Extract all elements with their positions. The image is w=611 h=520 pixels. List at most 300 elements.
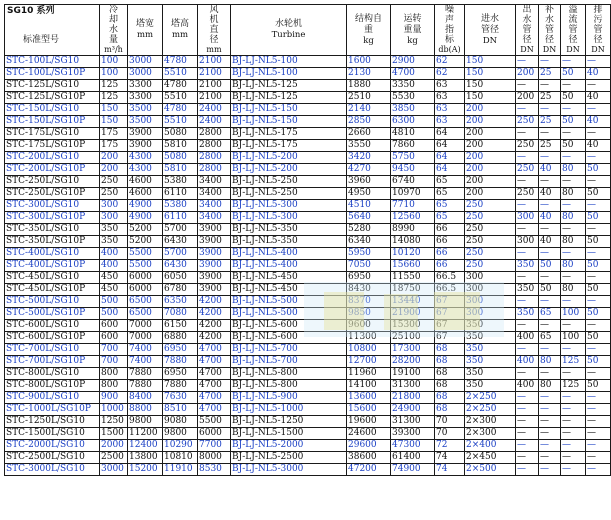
- header-turbine: 水轮机 Turbine: [231, 5, 347, 56]
- overflow-cell: 50: [561, 92, 586, 104]
- operating-weight-cell: 13440: [391, 296, 435, 308]
- model-cell: STC-300L/SG10P: [5, 212, 100, 224]
- makeup-cell: 40: [539, 236, 561, 248]
- dry-weight-cell: 4270: [347, 164, 391, 176]
- model-cell: STC-800L/SG10: [5, 368, 100, 380]
- height-cell: 5700: [163, 224, 198, 236]
- flow-cell: 400: [100, 260, 128, 272]
- drain-cell: 50: [586, 356, 611, 368]
- dry-weight-cell: 5640: [347, 212, 391, 224]
- noise-cell: 67: [435, 296, 465, 308]
- flow-cell: 1500: [100, 428, 128, 440]
- outlet-cell: —: [516, 248, 539, 260]
- width-cell: 3300: [128, 92, 163, 104]
- height-cell: 9080: [163, 416, 198, 428]
- header-fan: 风 机 直 径 mm: [198, 5, 231, 56]
- operating-weight-cell: 10970: [391, 188, 435, 200]
- overflow-cell: 100: [561, 308, 586, 320]
- width-cell: 12400: [128, 440, 163, 452]
- drain-cell: —: [586, 224, 611, 236]
- fan-diameter-cell: 3900: [198, 284, 231, 296]
- model-cell: STC-1250L/SG10: [5, 416, 100, 428]
- makeup-cell: 40: [539, 164, 561, 176]
- operating-weight-cell: 25100: [391, 332, 435, 344]
- makeup-cell: 65: [539, 308, 561, 320]
- makeup-cell: —: [539, 428, 561, 440]
- table-row: [5, 164, 611, 176]
- overflow-cell: 50: [561, 68, 586, 80]
- turbine-cell: BJ-LJ-NL5-450: [231, 284, 347, 296]
- noise-cell: 62: [435, 68, 465, 80]
- outlet-cell: —: [516, 80, 539, 92]
- outlet-cell: 300: [516, 212, 539, 224]
- operating-weight-cell: 31300: [391, 380, 435, 392]
- drain-cell: —: [586, 128, 611, 140]
- makeup-cell: —: [539, 464, 561, 476]
- makeup-cell: —: [539, 404, 561, 416]
- operating-weight-cell: 15660: [391, 260, 435, 272]
- model-cell: STC-500L/SG10: [5, 296, 100, 308]
- turbine-cell: BJ-LJ-NL5-200: [231, 152, 347, 164]
- inlet-cell: 2×250: [465, 392, 516, 404]
- noise-cell: 66: [435, 224, 465, 236]
- makeup-cell: 25: [539, 140, 561, 152]
- inlet-cell: 2×500: [465, 464, 516, 476]
- fan-diameter-cell: 4200: [198, 320, 231, 332]
- model-cell: STC-3000L/SG10: [5, 464, 100, 476]
- makeup-cell: —: [539, 272, 561, 284]
- drain-cell: —: [586, 272, 611, 284]
- inlet-cell: 200: [465, 104, 516, 116]
- outlet-cell: —: [516, 404, 539, 416]
- height-cell: 10810: [163, 452, 198, 464]
- model-cell: STC-175L/SG10: [5, 128, 100, 140]
- model-cell: STC-400L/SG10P: [5, 260, 100, 272]
- height-cell: 5380: [163, 176, 198, 188]
- drain-cell: 40: [586, 116, 611, 128]
- flow-cell: 700: [100, 356, 128, 368]
- height-cell: 5700: [163, 248, 198, 260]
- inlet-cell: 2×400: [465, 440, 516, 452]
- drain-cell: —: [586, 320, 611, 332]
- height-cell: 6050: [163, 272, 198, 284]
- fan-diameter-cell: 2800: [198, 152, 231, 164]
- header-makeup: 补 水 管 径 DN: [539, 5, 561, 56]
- drain-cell: —: [586, 464, 611, 476]
- table-row: [5, 116, 611, 128]
- dry-weight-cell: 9600: [347, 320, 391, 332]
- turbine-cell: BJ-LJ-NL5-350: [231, 236, 347, 248]
- width-cell: 13800: [128, 452, 163, 464]
- makeup-cell: —: [539, 392, 561, 404]
- dry-weight-cell: 12700: [347, 356, 391, 368]
- overflow-cell: 80: [561, 284, 586, 296]
- fan-diameter-cell: 4700: [198, 404, 231, 416]
- model-cell: STC-100L/SG10P: [5, 68, 100, 80]
- fan-diameter-cell: 8530: [198, 464, 231, 476]
- drain-cell: —: [586, 440, 611, 452]
- model-cell: STC-1000L/SG10P: [5, 404, 100, 416]
- drain-cell: —: [586, 452, 611, 464]
- dry-weight-cell: 10800: [347, 344, 391, 356]
- width-cell: 3000: [128, 56, 163, 68]
- flow-cell: 200: [100, 164, 128, 176]
- turbine-cell: BJ-LJ-NL5-200: [231, 164, 347, 176]
- turbine-cell: BJ-LJ-NL5-350: [231, 224, 347, 236]
- operating-weight-cell: 28200: [391, 356, 435, 368]
- turbine-cell: BJ-LJ-NL5-1250: [231, 416, 347, 428]
- noise-cell: 66: [435, 248, 465, 260]
- table-row: [5, 368, 611, 380]
- operating-weight-cell: 9450: [391, 164, 435, 176]
- model-cell: STC-125L/SG10P: [5, 92, 100, 104]
- outlet-cell: 350: [516, 260, 539, 272]
- outlet-cell: —: [516, 320, 539, 332]
- header-drain: 排 污 管 径 DN: [586, 5, 611, 56]
- drain-cell: 50: [586, 164, 611, 176]
- operating-weight-cell: 2900: [391, 56, 435, 68]
- inlet-cell: 150: [465, 68, 516, 80]
- operating-weight-cell: 31300: [391, 416, 435, 428]
- noise-cell: 68: [435, 404, 465, 416]
- fan-diameter-cell: 3400: [198, 188, 231, 200]
- overflow-cell: 100: [561, 332, 586, 344]
- flow-cell: 600: [100, 332, 128, 344]
- table-row: [5, 428, 611, 440]
- turbine-cell: BJ-LJ-NL5-250: [231, 188, 347, 200]
- dry-weight-cell: 3550: [347, 140, 391, 152]
- drain-cell: 50: [586, 188, 611, 200]
- outlet-cell: —: [516, 464, 539, 476]
- inlet-cell: 2×300: [465, 416, 516, 428]
- outlet-cell: 250: [516, 188, 539, 200]
- drain-cell: —: [586, 104, 611, 116]
- table-row: [5, 380, 611, 392]
- series-label: SG10 系列: [7, 6, 55, 16]
- model-cell: STC-350L/SG10P: [5, 236, 100, 248]
- flow-cell: 800: [100, 368, 128, 380]
- width-cell: 7400: [128, 344, 163, 356]
- fan-diameter-cell: 3900: [198, 248, 231, 260]
- width-cell: 3000: [128, 68, 163, 80]
- inlet-cell: 300: [465, 308, 516, 320]
- flow-cell: 700: [100, 344, 128, 356]
- flow-cell: 350: [100, 224, 128, 236]
- fan-diameter-cell: 3900: [198, 236, 231, 248]
- drain-cell: —: [586, 152, 611, 164]
- makeup-cell: —: [539, 344, 561, 356]
- makeup-cell: —: [539, 224, 561, 236]
- noise-cell: 74: [435, 464, 465, 476]
- fan-diameter-cell: 2800: [198, 164, 231, 176]
- turbine-cell: BJ-LJ-NL5-1500: [231, 428, 347, 440]
- fan-diameter-cell: 3900: [198, 272, 231, 284]
- noise-cell: 70: [435, 428, 465, 440]
- drain-cell: 40: [586, 92, 611, 104]
- header-flow: 冷 却 水 量 m³/h: [100, 5, 128, 56]
- flow-cell: 250: [100, 188, 128, 200]
- width-cell: 7400: [128, 356, 163, 368]
- operating-weight-cell: 18750: [391, 284, 435, 296]
- outlet-cell: —: [516, 452, 539, 464]
- height-cell: 6880: [163, 332, 198, 344]
- width-cell: 3500: [128, 116, 163, 128]
- drain-cell: 50: [586, 236, 611, 248]
- inlet-cell: 350: [465, 332, 516, 344]
- noise-cell: 68: [435, 380, 465, 392]
- noise-cell: 67: [435, 332, 465, 344]
- overflow-cell: —: [561, 224, 586, 236]
- outlet-cell: 200: [516, 92, 539, 104]
- width-cell: 8400: [128, 392, 163, 404]
- table-row: [5, 104, 611, 116]
- height-cell: 7880: [163, 380, 198, 392]
- fan-diameter-cell: 3900: [198, 224, 231, 236]
- table-row: [5, 404, 611, 416]
- overflow-cell: —: [561, 344, 586, 356]
- drain-cell: —: [586, 368, 611, 380]
- model-cell: STC-150L/SG10: [5, 104, 100, 116]
- table-row: [5, 68, 611, 80]
- model-cell: STC-450L/SG10P: [5, 284, 100, 296]
- flow-cell: 400: [100, 248, 128, 260]
- table-row: [5, 224, 611, 236]
- operating-weight-cell: 5750: [391, 152, 435, 164]
- flow-cell: 150: [100, 116, 128, 128]
- dry-weight-cell: 5280: [347, 224, 391, 236]
- noise-cell: 68: [435, 368, 465, 380]
- header-width: 塔宽 mm: [128, 5, 163, 56]
- fan-diameter-cell: 2100: [198, 68, 231, 80]
- makeup-cell: 80: [539, 356, 561, 368]
- makeup-cell: —: [539, 104, 561, 116]
- flow-cell: 1000: [100, 404, 128, 416]
- width-cell: 4900: [128, 200, 163, 212]
- makeup-cell: 25: [539, 92, 561, 104]
- table-row: [5, 212, 611, 224]
- fan-diameter-cell: 8000: [198, 452, 231, 464]
- height-cell: 5510: [163, 68, 198, 80]
- flow-cell: 125: [100, 92, 128, 104]
- width-cell: 6000: [128, 284, 163, 296]
- model-cell: STC-100L/SG10: [5, 56, 100, 68]
- table-row: [5, 248, 611, 260]
- model-cell: STC-150L/SG10P: [5, 116, 100, 128]
- drain-cell: —: [586, 404, 611, 416]
- noise-cell: 68: [435, 344, 465, 356]
- drain-cell: 50: [586, 284, 611, 296]
- width-cell: 4600: [128, 176, 163, 188]
- flow-cell: 100: [100, 68, 128, 80]
- model-cell: STC-250L/SG10: [5, 176, 100, 188]
- dry-weight-cell: 7050: [347, 260, 391, 272]
- overflow-cell: —: [561, 404, 586, 416]
- width-cell: 5200: [128, 224, 163, 236]
- dry-weight-cell: 19600: [347, 416, 391, 428]
- makeup-cell: 25: [539, 68, 561, 80]
- overflow-cell: 125: [561, 356, 586, 368]
- fan-diameter-cell: 4700: [198, 344, 231, 356]
- height-cell: 11910: [163, 464, 198, 476]
- model-cell: STC-300L/SG10: [5, 200, 100, 212]
- drain-cell: —: [586, 200, 611, 212]
- outlet-cell: —: [516, 128, 539, 140]
- overflow-cell: 50: [561, 116, 586, 128]
- table-row: [5, 284, 611, 296]
- outlet-cell: 400: [516, 380, 539, 392]
- spec-table-body: [5, 56, 611, 476]
- inlet-cell: 200: [465, 164, 516, 176]
- width-cell: 5200: [128, 236, 163, 248]
- overflow-cell: 80: [561, 188, 586, 200]
- operating-weight-cell: 6300: [391, 116, 435, 128]
- header-inlet: 进水 管径 DN: [465, 5, 516, 56]
- model-cell: STC-1500L/SG10: [5, 428, 100, 440]
- model-cell: STC-600L/SG10P: [5, 332, 100, 344]
- drain-cell: —: [586, 248, 611, 260]
- width-cell: 7000: [128, 332, 163, 344]
- inlet-cell: 350: [465, 320, 516, 332]
- width-cell: 5500: [128, 248, 163, 260]
- flow-cell: 125: [100, 80, 128, 92]
- width-cell: 7880: [128, 380, 163, 392]
- inlet-cell: 200: [465, 140, 516, 152]
- overflow-cell: —: [561, 176, 586, 188]
- model-cell: STC-400L/SG10: [5, 248, 100, 260]
- dry-weight-cell: 29600: [347, 440, 391, 452]
- inlet-cell: 2×300: [465, 428, 516, 440]
- makeup-cell: 65: [539, 332, 561, 344]
- overflow-cell: —: [561, 428, 586, 440]
- height-cell: 4780: [163, 56, 198, 68]
- turbine-cell: BJ-LJ-NL5-450: [231, 272, 347, 284]
- operating-weight-cell: 11550: [391, 272, 435, 284]
- overflow-cell: —: [561, 200, 586, 212]
- inlet-cell: 150: [465, 56, 516, 68]
- inlet-cell: 2×250: [465, 404, 516, 416]
- height-cell: 5380: [163, 200, 198, 212]
- table-row: [5, 260, 611, 272]
- fan-diameter-cell: 2100: [198, 56, 231, 68]
- makeup-cell: —: [539, 452, 561, 464]
- flow-cell: 2500: [100, 452, 128, 464]
- outlet-cell: 400: [516, 332, 539, 344]
- drain-cell: —: [586, 392, 611, 404]
- height-cell: 6430: [163, 236, 198, 248]
- noise-cell: 70: [435, 416, 465, 428]
- flow-cell: 100: [100, 56, 128, 68]
- operating-weight-cell: 6740: [391, 176, 435, 188]
- noise-cell: 63: [435, 80, 465, 92]
- fan-diameter-cell: 5500: [198, 416, 231, 428]
- fan-diameter-cell: 3400: [198, 212, 231, 224]
- model-cell: STC-500L/SG10P: [5, 308, 100, 320]
- height-cell: 7080: [163, 308, 198, 320]
- operating-weight-cell: 4700: [391, 68, 435, 80]
- drain-cell: —: [586, 176, 611, 188]
- inlet-cell: 250: [465, 212, 516, 224]
- height-cell: 4780: [163, 104, 198, 116]
- drain-cell: —: [586, 80, 611, 92]
- height-cell: 6430: [163, 260, 198, 272]
- inlet-cell: 150: [465, 92, 516, 104]
- turbine-cell: BJ-LJ-NL5-2500: [231, 452, 347, 464]
- inlet-cell: 350: [465, 368, 516, 380]
- operating-weight-cell: 3350: [391, 80, 435, 92]
- table-row: [5, 188, 611, 200]
- drain-cell: 50: [586, 308, 611, 320]
- turbine-cell: BJ-LJ-NL5-800: [231, 380, 347, 392]
- dry-weight-cell: 2510: [347, 92, 391, 104]
- outlet-cell: 400: [516, 356, 539, 368]
- fan-diameter-cell: 7700: [198, 440, 231, 452]
- drain-cell: 50: [586, 260, 611, 272]
- noise-cell: 66: [435, 260, 465, 272]
- width-cell: 11200: [128, 428, 163, 440]
- turbine-cell: BJ-LJ-NL5-2000: [231, 440, 347, 452]
- turbine-cell: BJ-LJ-NL5-800: [231, 368, 347, 380]
- noise-cell: 62: [435, 56, 465, 68]
- width-cell: 3500: [128, 104, 163, 116]
- flow-cell: 3000: [100, 464, 128, 476]
- overflow-cell: —: [561, 272, 586, 284]
- makeup-cell: 40: [539, 212, 561, 224]
- makeup-cell: 40: [539, 188, 561, 200]
- outlet-cell: —: [516, 368, 539, 380]
- dry-weight-cell: 11300: [347, 332, 391, 344]
- noise-cell: 65: [435, 188, 465, 200]
- inlet-cell: 200: [465, 176, 516, 188]
- overflow-cell: 80: [561, 260, 586, 272]
- dry-weight-cell: 24600: [347, 428, 391, 440]
- table-row: [5, 416, 611, 428]
- overflow-cell: 80: [561, 164, 586, 176]
- drain-cell: —: [586, 296, 611, 308]
- fan-diameter-cell: 4700: [198, 380, 231, 392]
- table-row: [5, 392, 611, 404]
- operating-weight-cell: 8990: [391, 224, 435, 236]
- height-cell: 5510: [163, 92, 198, 104]
- drain-cell: 40: [586, 140, 611, 152]
- turbine-cell: BJ-LJ-NL5-125: [231, 92, 347, 104]
- turbine-cell: BJ-LJ-NL5-150: [231, 104, 347, 116]
- width-cell: 6500: [128, 296, 163, 308]
- model-cell: STC-250L/SG10P: [5, 188, 100, 200]
- outlet-cell: —: [516, 224, 539, 236]
- noise-cell: 65: [435, 176, 465, 188]
- makeup-cell: —: [539, 200, 561, 212]
- width-cell: 9800: [128, 416, 163, 428]
- height-cell: 6950: [163, 368, 198, 380]
- turbine-cell: BJ-LJ-NL5-400: [231, 248, 347, 260]
- model-cell: STC-125L/SG10: [5, 80, 100, 92]
- flow-cell: 500: [100, 296, 128, 308]
- height-cell: 6780: [163, 284, 198, 296]
- outlet-cell: —: [516, 104, 539, 116]
- noise-cell: 65: [435, 212, 465, 224]
- table-row: [5, 176, 611, 188]
- inlet-cell: 200: [465, 188, 516, 200]
- table-row: [5, 452, 611, 464]
- height-cell: 8510: [163, 404, 198, 416]
- model-cell: STC-700L/SG10P: [5, 356, 100, 368]
- drain-cell: 40: [586, 68, 611, 80]
- outlet-cell: 250: [516, 164, 539, 176]
- dry-weight-cell: 6950: [347, 272, 391, 284]
- dry-weight-cell: 1600: [347, 56, 391, 68]
- fan-diameter-cell: 2100: [198, 92, 231, 104]
- operating-weight-cell: 7710: [391, 200, 435, 212]
